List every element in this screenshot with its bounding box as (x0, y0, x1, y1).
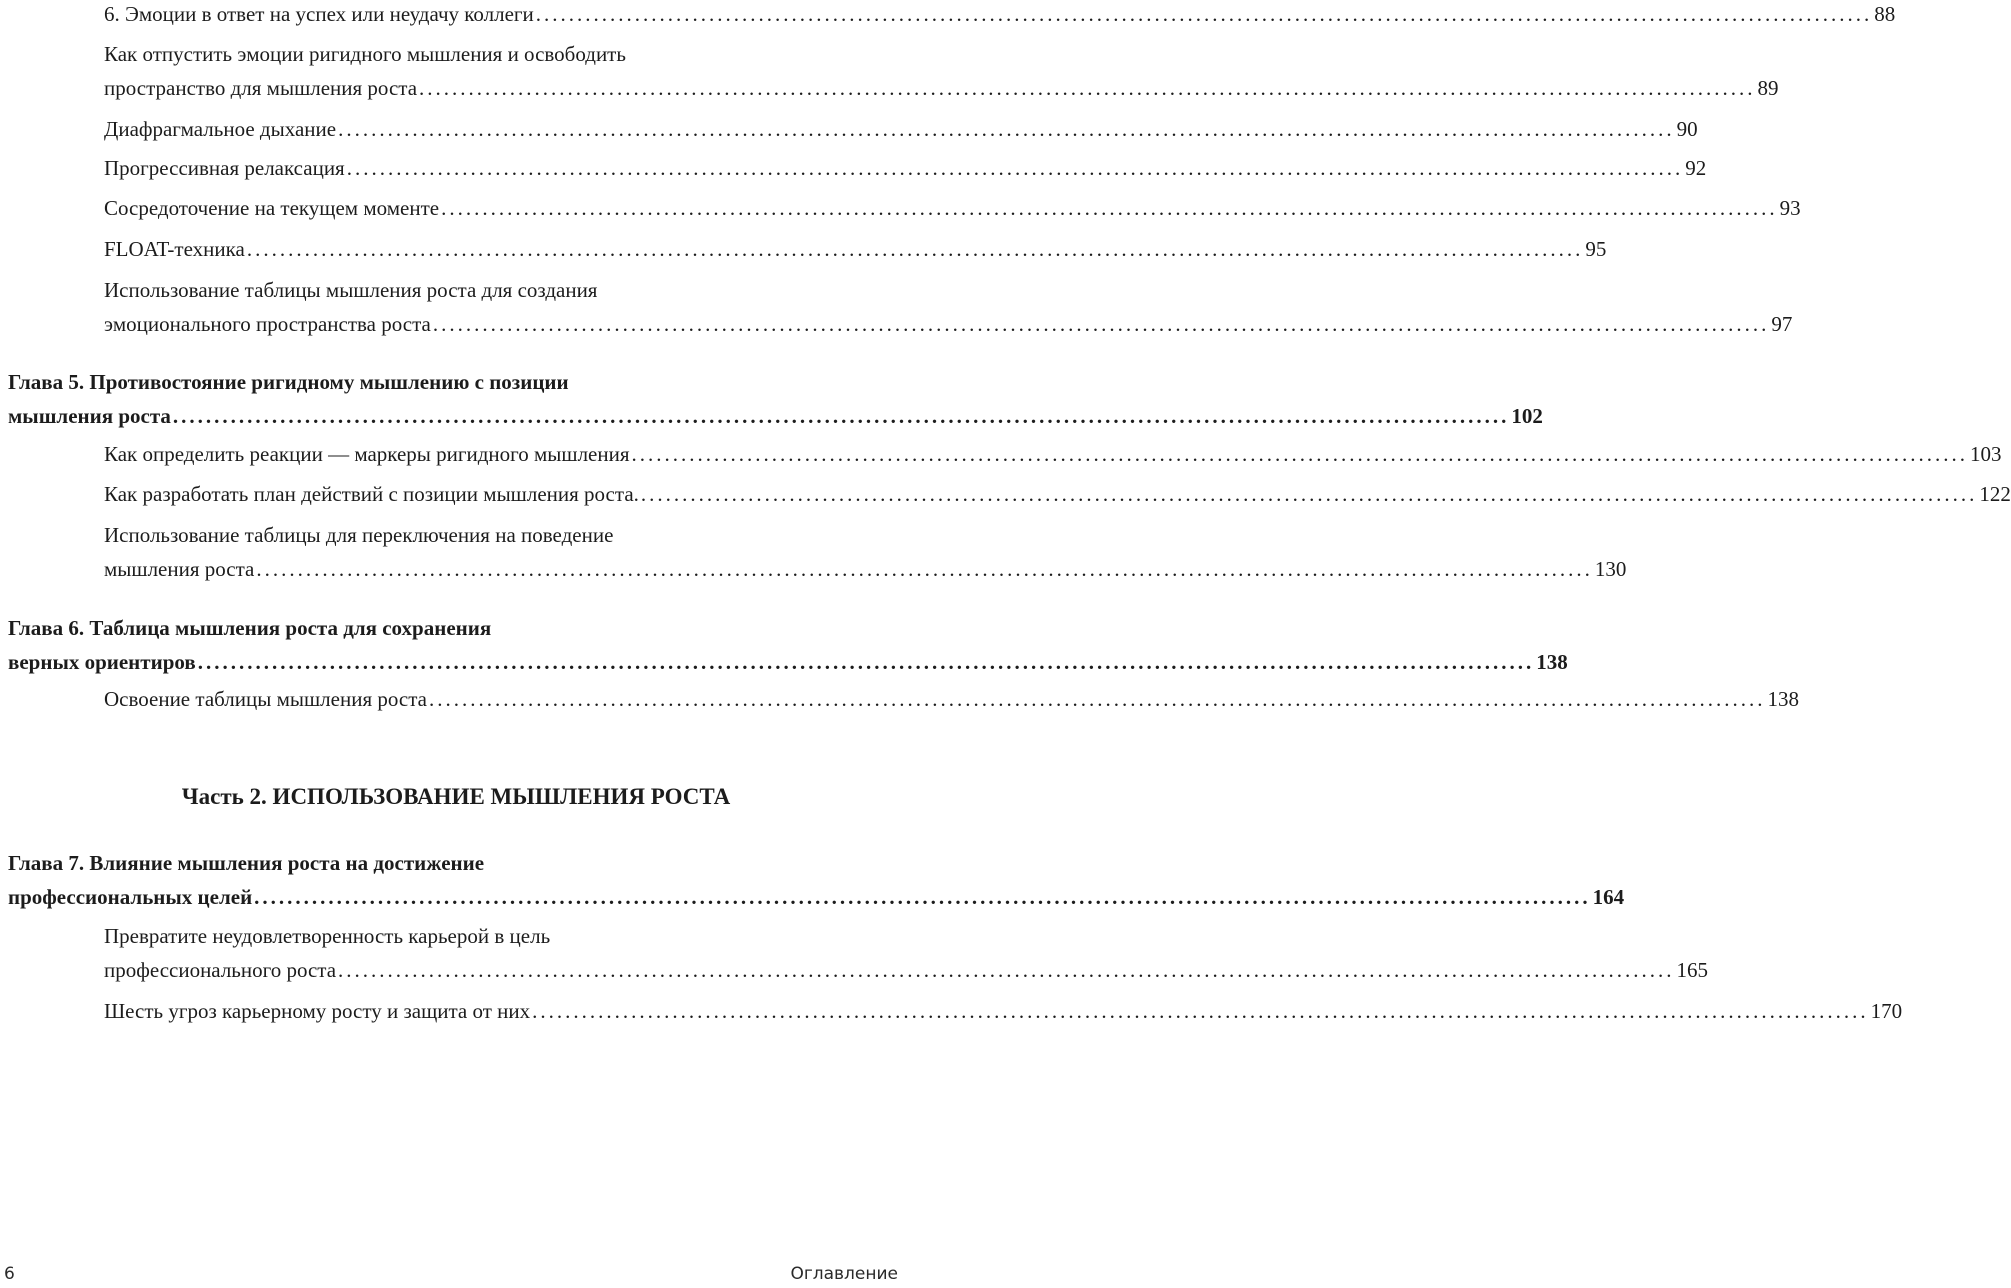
part-title: Часть 2. ИСПОЛЬЗОВАНИЕ МЫШЛЕНИЯ РОСТА (181, 784, 731, 809)
footer-running-title: Оглавление (790, 1264, 898, 1284)
entry-title: Как разработать план действий с позиции мышления роста. (104, 482, 639, 506)
entry-title: мышления роста (104, 557, 255, 581)
entry-page: 165 (1676, 958, 1709, 982)
entry-page: 88 (1874, 2, 1896, 26)
chapter-page: 164 (1592, 885, 1625, 909)
toc-entry (104, 191, 1801, 225)
leader-dots: .................................................................................................................................................................. (338, 958, 1675, 982)
leader-dots: .................................................................................................................................................................. (532, 999, 1869, 1023)
entry-page: 90 (1676, 117, 1698, 141)
entry-title: Диафрагмальное дыхание (104, 117, 337, 141)
leader-dots: .................................................................................................................................................................. (631, 442, 1969, 466)
chapter-entry (8, 365, 1543, 433)
chapter-title-line: Глава 7. Влияние мышления роста на достижение (8, 851, 485, 875)
entry-title: FLOAT-техника (104, 237, 245, 261)
entry-page: 103 (1970, 442, 2002, 466)
leader-dots: .................................................................................................................................................................. (338, 117, 1675, 141)
leader-dots: .................................................................................................................................................................. (419, 76, 1756, 100)
chapter-title-line: Глава 5. Противостояние ригидному мышлению с позиции (8, 370, 569, 394)
entry-page: 89 (1757, 76, 1779, 100)
leader-dots: .................................................................................................................................................................. (197, 650, 1535, 674)
entry-title: Как определить реакции — маркеры ригидного мышления (104, 442, 630, 466)
leader-dots: .................................................................................................................................................................. (441, 196, 1778, 220)
toc-entry (104, 682, 1799, 716)
leader-dots: .................................................................................................................................................................. (172, 404, 1510, 428)
entry-page: 97 (1771, 312, 1793, 336)
entry-page: 93 (1779, 196, 1801, 220)
entry-page: 122 (1979, 482, 2011, 506)
chapter-title-line: Глава 6. Таблица мышления роста для сохранения (8, 616, 492, 640)
entry-title-line: Использование таблицы мышления роста для создания (104, 278, 598, 302)
leader-dots: .................................................................................................................................................................. (256, 557, 1593, 581)
toc-entry (104, 273, 1793, 341)
entry-title: Прогрессивная релаксация (104, 156, 345, 180)
leader-dots: .................................................................................................................................................................. (254, 885, 1591, 909)
toc-entry (104, 37, 1779, 105)
chapter-title: верных ориентиров (8, 650, 196, 674)
entry-title: эмоционального пространства роста (104, 312, 431, 336)
entry-title-line: Использование таблицы для переключения на поведение (104, 523, 614, 547)
entry-title: профессионального роста (104, 958, 337, 982)
leader-dots: .................................................................................................................................................................. (535, 2, 1873, 26)
toc-entry (104, 477, 2011, 511)
entry-title-line: Превратите неудовлетворенность карьерой в цель (104, 924, 551, 948)
toc-entry (104, 919, 1709, 987)
toc-entry (104, 232, 1607, 266)
leader-dots: .................................................................................................................................................................. (346, 156, 1684, 180)
entry-title: Освоение таблицы мышления роста (104, 687, 427, 711)
chapter-page: 102 (1511, 404, 1543, 428)
entry-page: 170 (1870, 999, 1903, 1023)
toc-entry (104, 151, 1707, 185)
leader-dots: .................................................................................................................................................................. (428, 687, 1766, 711)
entry-title-line: Как отпустить эмоции ригидного мышления и освободить (104, 42, 626, 66)
entry-title: пространство для мышления роста (104, 76, 418, 100)
leader-dots: .................................................................................................................................................................. (432, 312, 1770, 336)
chapter-title: профессиональных целей (8, 885, 253, 909)
entry-page: 138 (1767, 687, 1799, 711)
leader-dots: .................................................................................................................................................................. (640, 482, 1978, 506)
footer-page-number: 6 (4, 1264, 15, 1284)
toc-entry (104, 994, 1903, 1028)
entry-title: 6. Эмоции в ответ на успех или неудачу коллеги (104, 2, 534, 26)
chapter-title: мышления роста (8, 404, 171, 428)
chapter-entry (8, 846, 1625, 914)
toc-entry (104, 0, 1896, 31)
entry-page: 130 (1594, 557, 1627, 581)
leader-dots: .................................................................................................................................................................. (246, 237, 1584, 261)
toc-entry (104, 112, 1698, 146)
chapter-page: 138 (1536, 650, 1568, 674)
entry-page: 92 (1685, 156, 1707, 180)
toc-entry (104, 437, 2002, 471)
entry-title: Шесть угроз карьерному росту и защита от них (104, 999, 531, 1023)
chapter-entry (8, 611, 1568, 679)
toc-entry (104, 518, 1627, 586)
entry-page: 95 (1585, 237, 1607, 261)
entry-title: Сосредоточение на текущем моменте (104, 196, 440, 220)
